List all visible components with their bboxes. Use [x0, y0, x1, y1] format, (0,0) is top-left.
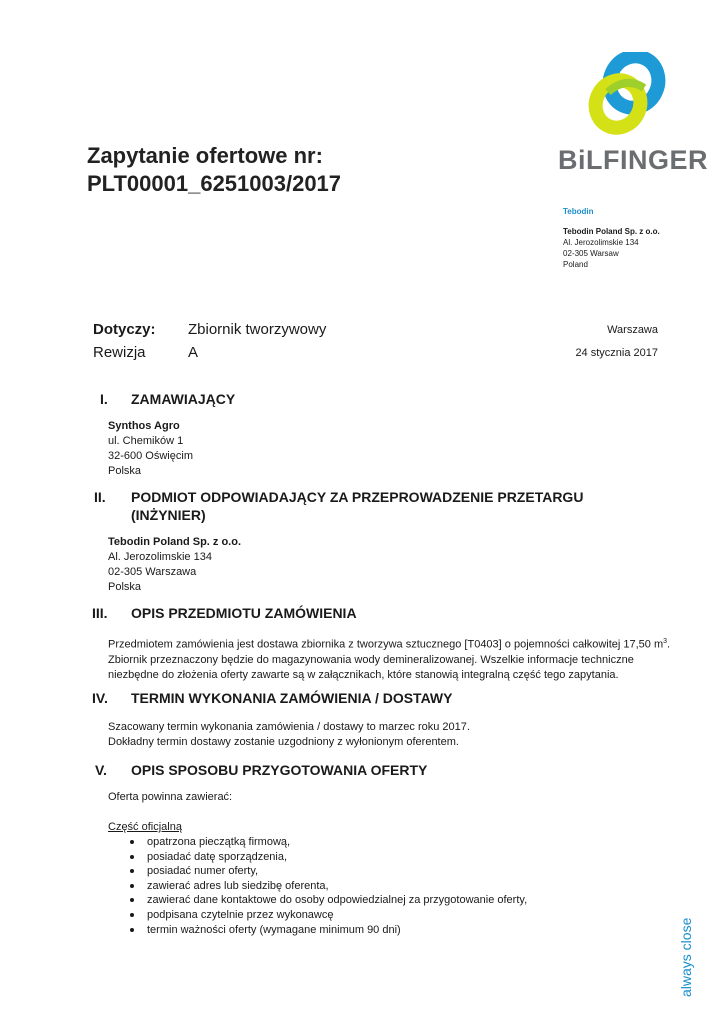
list-item: opatrzona pieczątką firmową, — [127, 835, 527, 850]
issuer-address — [563, 206, 660, 270]
section-title: OPIS PRZEDMIOTU ZAMÓWIENIA — [131, 605, 357, 621]
schedule-line: Szacowany termin wykonania zamówienia / dostawy to marzec roku 2017. — [108, 721, 470, 733]
client-city: 32-600 Oświęcim — [108, 450, 193, 462]
section-number: IV. — [92, 690, 108, 706]
issuer-org: Tebodin — [563, 207, 594, 216]
revision-value: A — [188, 344, 199, 361]
client-country: Polska — [108, 465, 142, 477]
section-title-line1: PODMIOT ODPOWIADAJĄCY ZA PRZEPROWADZENIE PRZETARGU — [131, 489, 584, 505]
schedule-description — [108, 720, 470, 750]
client-address — [108, 419, 193, 479]
client-street: ul. Chemików 1 — [108, 435, 184, 447]
engineer-name: Tebodin Poland Sp. z o.o. — [108, 536, 242, 548]
section-title: TERMIN WYKONANIA ZAMÓWIENIA / DOSTAWY — [131, 690, 453, 706]
document-title-line2: PLT00001_6251003/2017 — [87, 171, 342, 196]
bilfinger-loop-logo-icon — [580, 52, 672, 138]
list-item: zawierać adres lub siedzibę oferenta, — [127, 879, 527, 894]
scope-description — [108, 634, 688, 683]
list-item: posiadać numer oferty, — [127, 864, 527, 879]
scope-line: niezbędne do złożenia oferty zawarte są w załącznikach, które stanowią integralną część tego zapytania. — [108, 668, 619, 681]
document-title-line1: Zapytanie ofertowe nr: — [87, 143, 323, 168]
brand-name: BiLFINGER — [558, 145, 708, 175]
engineer-city: 02-305 Warszawa — [108, 566, 197, 578]
list-item: posiadać datę sporządzenia, — [127, 850, 527, 865]
section-title — [131, 488, 583, 524]
offer-subheading: Część oficjalną — [108, 821, 182, 833]
offer-requirements-list — [127, 835, 527, 937]
place: Warszawa — [607, 324, 658, 336]
subject-value: Zbiornik tworzywowy — [188, 321, 327, 338]
engineer-country: Polska — [108, 581, 142, 593]
client-name: Synthos Agro — [108, 420, 180, 432]
schedule-line: Dokładny termin dostawy zostanie uzgodniony z wyłonionym oferentem. — [108, 736, 459, 748]
scope-line: Zbiornik przeznaczony będzie do magazynowania wody demineralizowanej. Wszelkie informacje techniczne — [108, 653, 634, 666]
side-slogan: always close — [678, 917, 694, 997]
section-number: V. — [95, 762, 107, 778]
issuer-city: 02-305 Warsaw — [563, 249, 619, 258]
list-item: podpisana czytelnie przez wykonawcę — [127, 908, 527, 923]
subject-label: Dotyczy: — [93, 321, 156, 338]
section-title: ZAMAWIAJĄCY — [131, 391, 236, 407]
document-title — [87, 142, 341, 198]
section-number: III. — [92, 605, 108, 621]
engineer-street: Al. Jerozolimskie 134 — [108, 551, 212, 563]
date: 24 stycznia 2017 — [575, 347, 658, 359]
issuer-street: Al. Jerozolimskie 134 — [563, 238, 639, 247]
section-number: II. — [94, 489, 106, 505]
section-number: I. — [100, 391, 108, 407]
revision-label: Rewizja — [93, 344, 146, 361]
section-title: OPIS SPOSOBU PRZYGOTOWANIA OFERTY — [131, 762, 428, 778]
list-item: zawierać dane kontaktowe do osoby odpowiedzialnej za przygotowanie oferty, — [127, 893, 527, 908]
list-item: termin ważności oferty (wymagane minimum 90 dni) — [127, 923, 527, 938]
scope-line: Przedmiotem zamówienia jest dostawa zbiornika z tworzywa sztucznego [T0403] o pojemności całkowitej 17,50 $m^3$. — [108, 638, 671, 651]
offer-intro: Oferta powinna zawierać: — [108, 791, 233, 803]
section-title-line2: (INŻYNIER) — [131, 507, 206, 523]
engineer-address — [108, 535, 241, 595]
issuer-country: Poland — [563, 260, 588, 269]
issuer-company: Tebodin Poland Sp. z o.o. — [563, 227, 660, 236]
